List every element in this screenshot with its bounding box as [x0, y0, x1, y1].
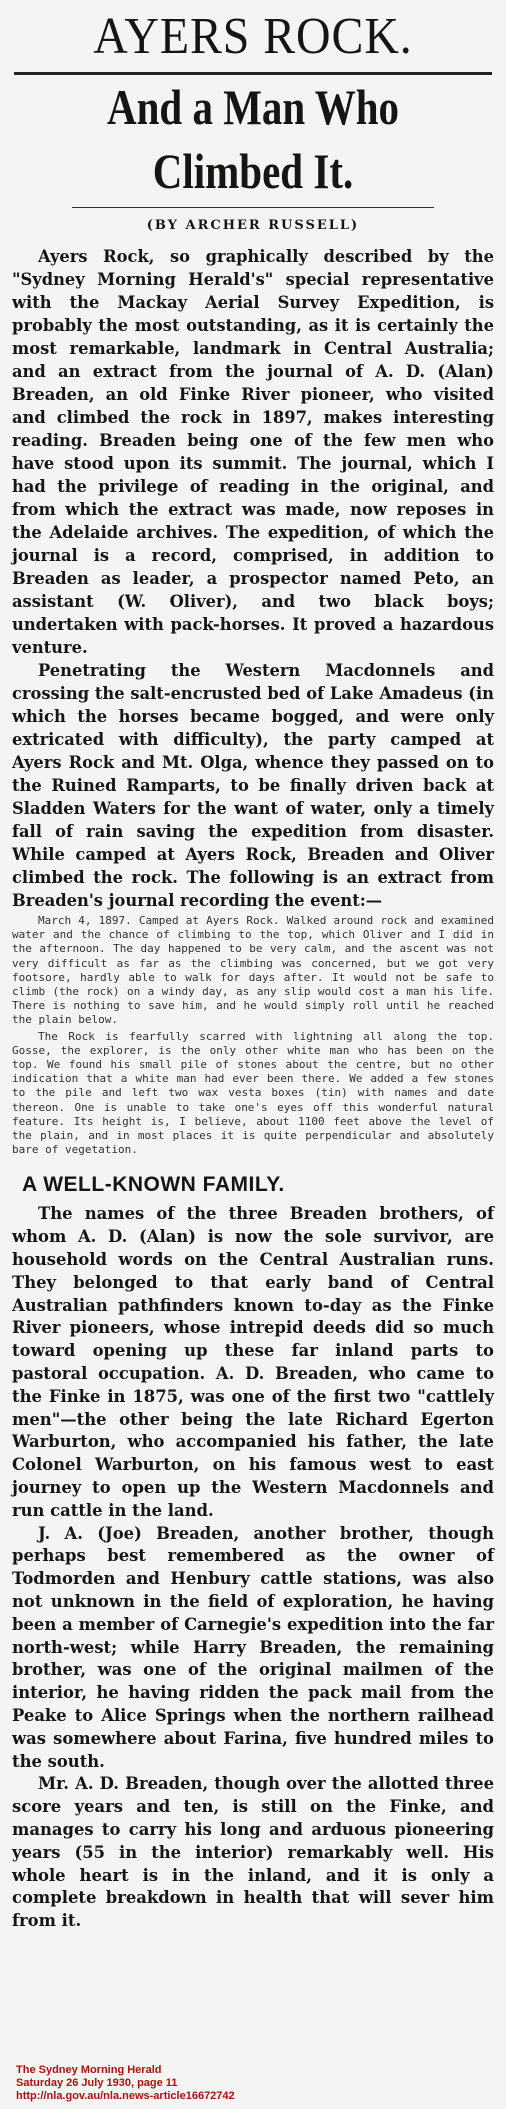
byline: (BY ARCHER RUSSELL)	[146, 218, 360, 233]
credit-publication: The Sydney Morning Herald	[16, 2064, 162, 2076]
article-subtitle: And a Man Who Climbed It.	[106, 79, 400, 199]
journal-extract-1: March 4, 1897. Camped at Ayers Rock. Walked around rock and examined water and the chance of climbing to the top, which Oliver and I did in the afternoon. The day happened to be very calm, and the ascent was not very difficult as far as the climbing was concerned, but we got very footsore, hardly able to walk for days after. It would not be safe to climb (the rock) on a windy day, as any slip would cost a man his life. There is nothing to save him, and he would simply roll until he reached the plain below.	[12, 914, 494, 1027]
journal-extract-2: The Rock is fearfully scarred with lightning all along the top. Gosse, the explorer, is the only other white man who has been on the top. We found his small pile of stones about the centre, but no other indication that a white man had ever been there. We added a few stones to the pile and left two wax vesta boxes (tin) with names and date thereon. One is unable to take one's eyes off this wonderful natural feature. Its height is, I believe, about 1100 feet above the level of the plain, and in most places it is quite perpendicular and absolutely bare of vegetation.	[12, 1029, 494, 1157]
article-title: AYERS ROCK.	[93, 8, 413, 65]
paragraph-2: Penetrating the Western Macdonnels and crossing the salt-encrusted bed of Lake Amadeus (in which the horses became bogged, and were only extricated with difficulty), the party camped at Ayers Rock and Mt. Olga, whence they passed on to the Ruined Ramparts, to be finally driven back at Sladden Waters for the want of water, only a timely fall of rain saving the expedition from disaster. While camped at Ayers Rock, Breaden and Oliver climbed the rock. The following is an extract from Breaden's journal recording the event:—	[12, 661, 494, 910]
section-heading: A WELL-KNOWN FAMILY.	[22, 1173, 285, 1197]
source-credit	[16, 2064, 235, 2103]
paragraph-4: J. A. (Joe) Breaden, another brother, though perhaps best remembered as the owner of Todmorden and Henbury cattle stations, was also not unknown in the field of exploration, he having been a member of Carnegie's expedition into the far north-west; while Harry Breaden, the remaining brother, was one of the original mailmen of the interior, he having ridden the pack mail from the Peake to Alice Springs when the northern railhead was somewhere about Farina, five hundred miles to the south.	[12, 1523, 494, 1771]
credit-url: http://nla.gov.au/nla.news-article16672742	[16, 2090, 235, 2102]
credit-date: Saturday 26 July 1930, page 11	[16, 2077, 178, 2089]
paragraph-3: The names of the three Breaden brothers, of whom A. D. (Alan) is now the sole survivor, are household words on the Central Australian runs. They belonged to that early band of Central Australian pathfinders known to-day as the Finke River pioneers, whose intrepid deeds did so much toward opening up these far inland parts to pastoral occupation. A. D. Breaden, who came to the Finke in 1875, was one of the first two "cattlely men"—the other being the late Richard Egerton Warburton, who accompanied his father, the late Colonel Warburton, on his famous west to east journey to open up the Western Macdonnels and run cattle in the land.	[12, 1204, 494, 1520]
paragraph-5: Mr. A. D. Breaden, though over the allotted three score years and ten, is still on the Finke, and manages to carry his long and arduous pioneering years (55 in the interior) remarkably well. His whole heart is in the inland, and it is only a complete breakdown in health that will sever him from it.	[12, 1774, 494, 1931]
subtitle-rule	[72, 207, 434, 208]
paragraph-1: Ayers Rock, so graphically described by the "Sydney Morning Herald's" special representative with the Mackay Aerial Survey Expedition, is probably the most outstanding, as it is certainly the most remarkable, landmark in Central Australia; and an extract from the journal of A. D. (Alan) Breaden, an old Finke River pioneer, who visited and climbed the rock in 1897, makes interesting reading. Breaden being one of the few men who have stood upon its summit. The journal, which I had the privilege of reading in the original, and from which the extract was made, now reposes in the Adelaide archives. The expedition, of which the journal is a record, comprised, in addition to Breaden as leader, a prospector named Peto, an assistant (W. Oliver), and two black boys; undertaken with pack-horses. It proved a hazardous venture.	[12, 247, 494, 657]
